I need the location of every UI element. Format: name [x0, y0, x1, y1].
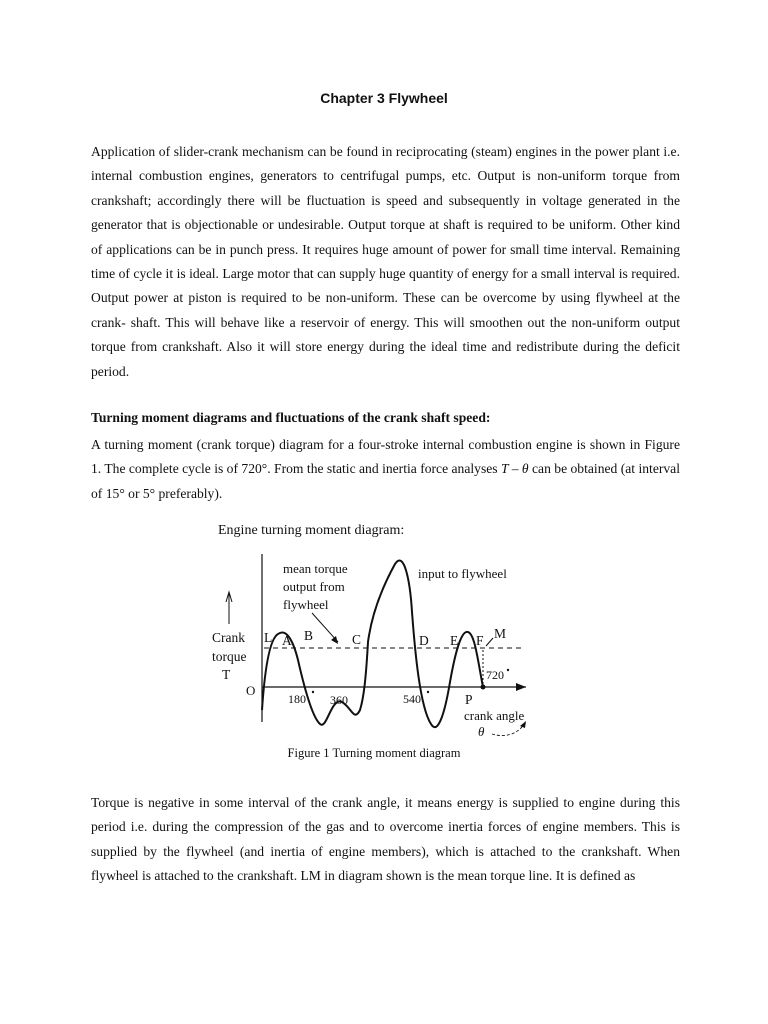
label-crank-angle: crank angle [464, 708, 525, 723]
tick-360: 360 [330, 693, 348, 707]
paragraph2-text-after: can be obtained (at interval of 15° or 5° preferably). [91, 461, 680, 501]
turning-moment-diagram [200, 512, 560, 747]
diagram-title: Engine turning moment diagram: [218, 523, 405, 538]
mean-torque-pointer-head [331, 636, 338, 644]
point-d: D [419, 633, 429, 648]
t-theta-symbol: T – θ [500, 461, 529, 477]
point-c: C [352, 632, 362, 647]
tick-540: 540 [403, 692, 421, 706]
tick-720: 720 [486, 668, 504, 682]
paragraph2-text-before: A turning moment (crank torque) diagram for a four-stroke internal combustion engine is shown in Figure 1. The complete cycle is of 720°. From the static and inertia force analyses [91, 437, 680, 477]
point-b: B [304, 628, 314, 643]
point-m: M [494, 626, 507, 641]
tick-180-degree [312, 691, 314, 693]
point-f: F [476, 633, 484, 648]
label-input-to-flywheel: input to flywheel [418, 566, 507, 581]
label-origin: O [246, 683, 256, 698]
label-crank: Crank [212, 630, 245, 645]
label-t: T [222, 667, 231, 682]
point-l: L [264, 630, 273, 645]
chapter-title: Chapter 3 Flywheel [320, 90, 448, 106]
torque-negative-paragraph: Torque is negative in some interval of the crank angle, it means energy is supplied to engine during this period i.e. during the compression of the gas and to overcome inertia forces of engine members. This is supplied by the flywheel (and inertia of engine members), which is attached to the crankshaft. When flywheel is attached to the crankshaft. LM in diagram shown is the mean torque line. It is defined as [91, 795, 680, 884]
x-axis-arrowhead [516, 683, 526, 691]
figure-caption: Figure 1 Turning moment diagram [287, 746, 461, 760]
tick-180: 180 [288, 692, 306, 706]
tick-720-degree [507, 669, 509, 671]
point-e: E [450, 633, 459, 648]
m-pointer [486, 638, 493, 646]
intro-paragraph: Application of slider-crank mechanism can be found in reciprocating (steam) engines in the power plant i.e. internal combustion engines, generators to centrifugal pumps, etc. Output is non-uniform torque from crankshaft; accordingly there will be fluctuation is speed and subsequently in voltage generated in the generator that is objectionable or undesirable. Output torque at shaft is required to be uniform. Other kind of applications can be in punch press. It requires huge amount of power for small time interval. Remaining time of cycle it is ideal. Large motor that can supply huge quantity of energy for a small interval is required. Output power at piston is required to be non-uniform. These can be overcome by using flywheel at the crank- shaft. This will behave like a reservoir of energy. This will smoothen out the non-uniform output torque from crankshaft. Also it will store energy during the ideal time and redistribute during the deficit period. [91, 144, 680, 379]
point-a: A [282, 633, 292, 648]
label-mean-torque-1: mean torque [283, 561, 348, 576]
point-p: P [465, 692, 473, 707]
label-theta: θ [478, 724, 485, 739]
label-mean-torque-3: flywheel [283, 597, 329, 612]
section-heading: Turning moment diagrams and fluctuations of the crank shaft speed: [91, 410, 491, 425]
theta-arrow [492, 724, 524, 736]
tick-540-degree [427, 691, 429, 693]
label-mean-torque-2: output from [283, 579, 345, 594]
turning-moment-paragraph [91, 433, 680, 506]
end-point-dot [481, 685, 486, 690]
label-torque: torque [212, 649, 247, 664]
